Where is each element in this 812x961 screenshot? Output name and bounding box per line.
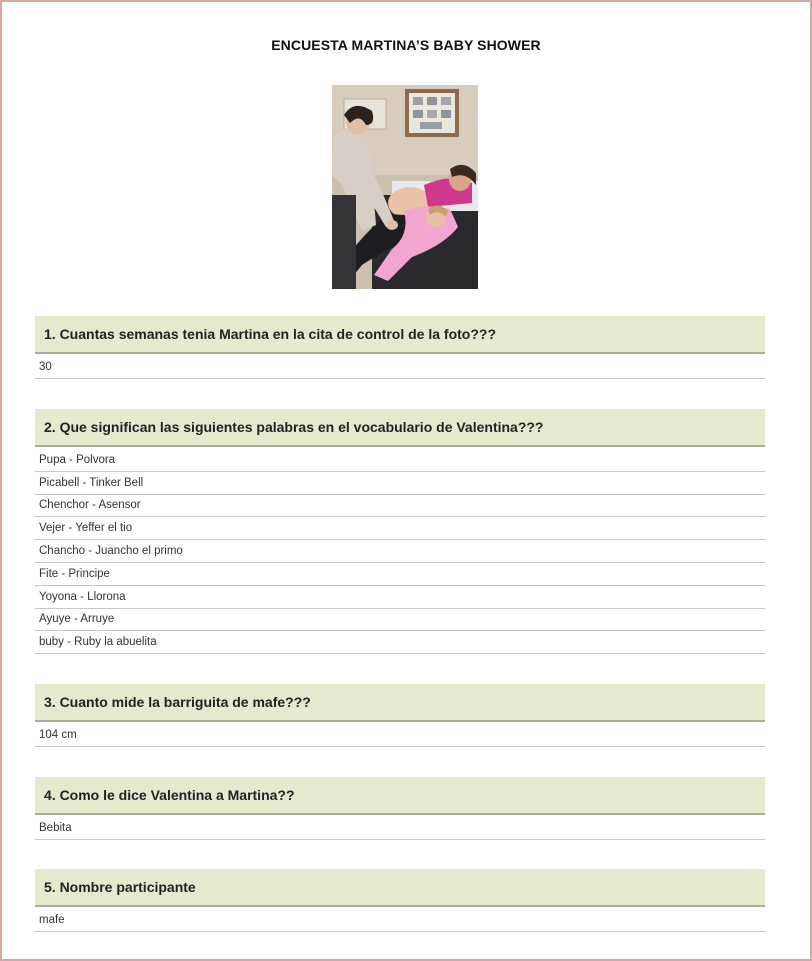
ultrasound-photo bbox=[332, 85, 478, 289]
answer-row: Picabell - Tinker Bell bbox=[35, 472, 765, 495]
question-3-answers bbox=[35, 724, 765, 747]
question-1-header bbox=[35, 316, 765, 354]
answer-row: mafe bbox=[35, 909, 765, 932]
answer-row: 104 cm bbox=[35, 724, 765, 747]
answer-row: Ayuye - Arruye bbox=[35, 609, 765, 632]
question-1-label: 1. Cuantas semanas tenia Martina en la cita de control de la foto??? bbox=[44, 326, 496, 342]
question-5-header bbox=[35, 869, 765, 907]
answer-row: buby - Ruby la abuelita bbox=[35, 631, 765, 654]
question-4-label: 4. Como le dice Valentina a Martina?? bbox=[44, 787, 295, 803]
question-5-answers bbox=[35, 909, 765, 932]
answer-row: Chancho - Juancho el primo bbox=[35, 540, 765, 563]
question-5-label: 5. Nombre participante bbox=[44, 879, 196, 895]
answer-row: Chenchor - Asensor bbox=[35, 495, 765, 518]
answer-row: Fite - Principe bbox=[35, 563, 765, 586]
answer-row: Pupa - Polvora bbox=[35, 449, 765, 472]
question-4-answers bbox=[35, 817, 765, 840]
question-2-answers bbox=[35, 449, 765, 654]
answer-row: Bebita bbox=[35, 817, 765, 840]
question-3-header bbox=[35, 684, 765, 722]
survey-title: ENCUESTA MARTINA’S BABY SHOWER bbox=[271, 37, 541, 53]
answer-row: Yoyona - Llorona bbox=[35, 586, 765, 609]
question-2-label: 2. Que significan las siguientes palabras en el vocabulario de Valentina??? bbox=[44, 419, 544, 435]
question-3-label: 3. Cuanto mide la barriguita de mafe??? bbox=[44, 694, 311, 710]
answer-row: Vejer - Yeffer el tio bbox=[35, 517, 765, 540]
question-1-answers bbox=[35, 356, 765, 379]
question-2-header bbox=[35, 409, 765, 447]
question-4-header bbox=[35, 777, 765, 815]
answer-row: 30 bbox=[35, 356, 765, 379]
